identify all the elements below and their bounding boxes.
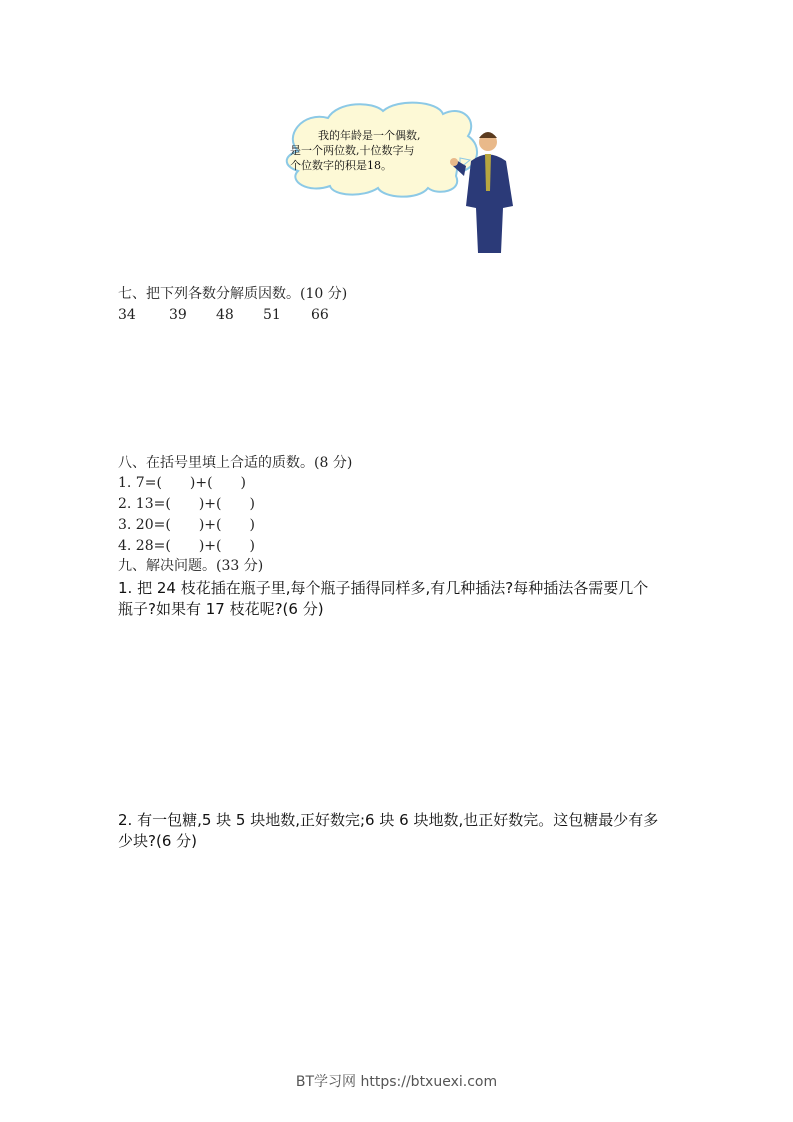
number-item: 34 (118, 307, 136, 323)
fill-item: 3. 20=( )+( ) (118, 517, 255, 533)
section7-title: 七、把下列各数分解质因数。(10 分) (118, 286, 348, 302)
fill-item: 1. 7=( )+( ) (118, 475, 247, 491)
question1-line: 1. 把 24 枝花插在瓶子里,每个瓶子插得同样多,有几种插法?每种插法各需要几个 (118, 579, 649, 597)
number-item: 51 (263, 307, 281, 323)
number-item: 66 (311, 307, 329, 323)
section9-title: 九、解决问题。(33 分) (118, 558, 264, 574)
speech-line: 是一个两位数,十位数字与 (290, 144, 415, 157)
section8-title: 八、在括号里填上合适的质数。(8 分) (118, 455, 353, 471)
speech-line: 我的年龄是一个偶数, (318, 129, 421, 142)
footer-watermark: BT学习网 https://btxuexi.com (295, 1074, 498, 1090)
fill-item: 2. 13=( )+( ) (118, 496, 255, 512)
fill-item: 4. 28=( )+( ) (118, 538, 255, 554)
question2-line: 2. 有一包糖,5 块 5 块地数,正好数完;6 块 6 块地数,也正好数完。这包糖最少有多 (118, 811, 659, 829)
speech-cloud-teacher-image (278, 96, 523, 256)
speech-bubble-text (290, 128, 421, 173)
speech-line: 个位数字的积是18。 (290, 159, 392, 172)
question1-line: 瓶子?如果有 17 枝花呢?(6 分) (118, 600, 324, 618)
question2-line: 少块?(6 分) (118, 832, 197, 850)
number-item: 48 (216, 307, 234, 323)
number-item: 39 (169, 307, 187, 323)
